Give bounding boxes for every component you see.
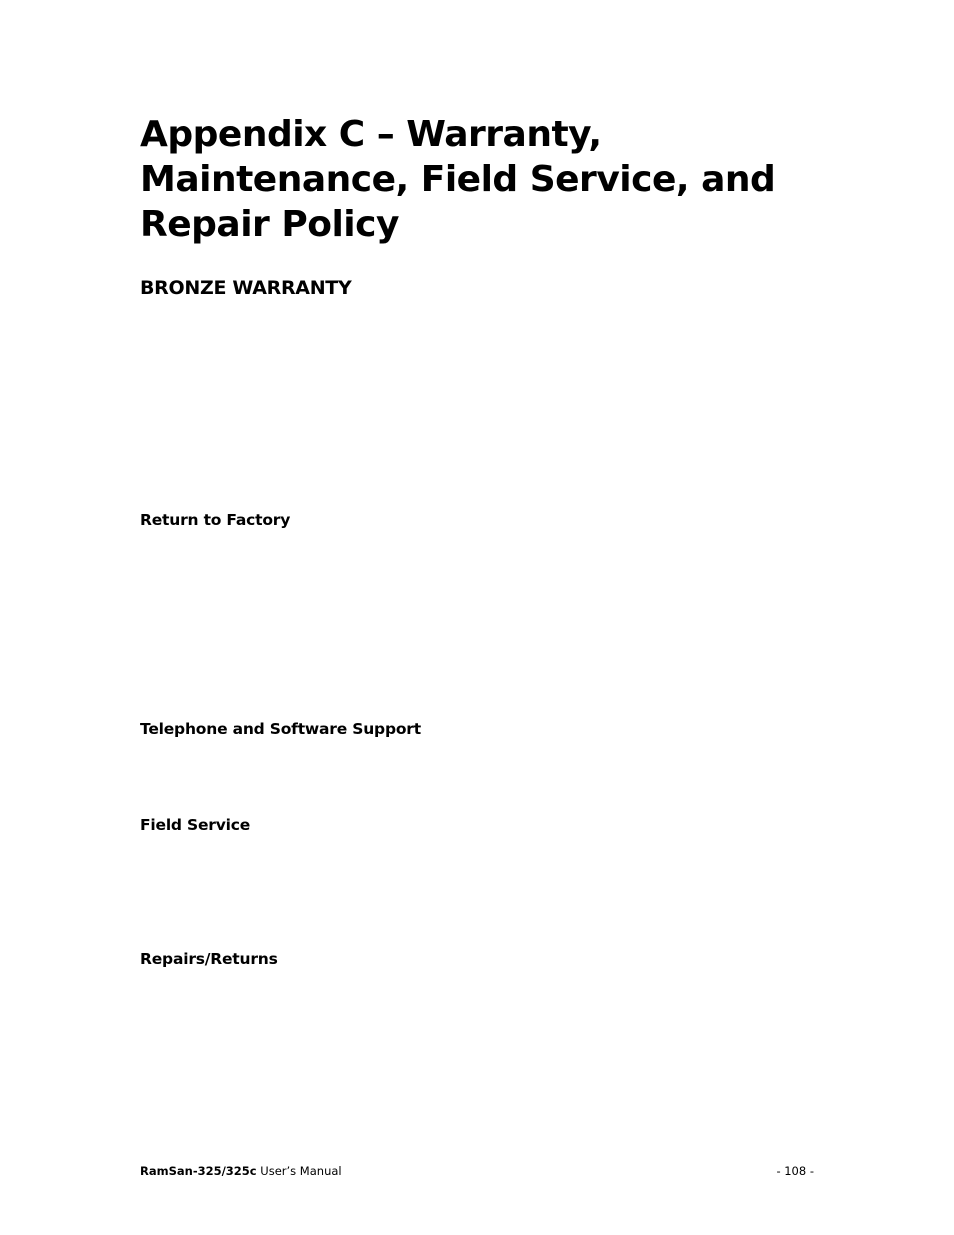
footer-product-name: RamSan-325/325c [140, 1164, 257, 1178]
footer-page-number: - 108 - [776, 1164, 814, 1178]
page-title: Appendix C – Warranty, Maintenance, Field Service, and Repair Policy [140, 114, 776, 245]
subheading-field-service: Field Service [140, 816, 251, 834]
footer-manual-label: User’s Manual [256, 1164, 342, 1178]
footer-manual-title [140, 1163, 342, 1179]
subheading-return-to-factory: Return to Factory [140, 511, 291, 529]
section-heading-bronze-warranty: BRONZE WARRANTY [140, 277, 352, 299]
subheading-repairs-returns: Repairs/Returns [140, 950, 278, 968]
subheading-telephone-software-support: Telephone and Software Support [140, 720, 421, 738]
